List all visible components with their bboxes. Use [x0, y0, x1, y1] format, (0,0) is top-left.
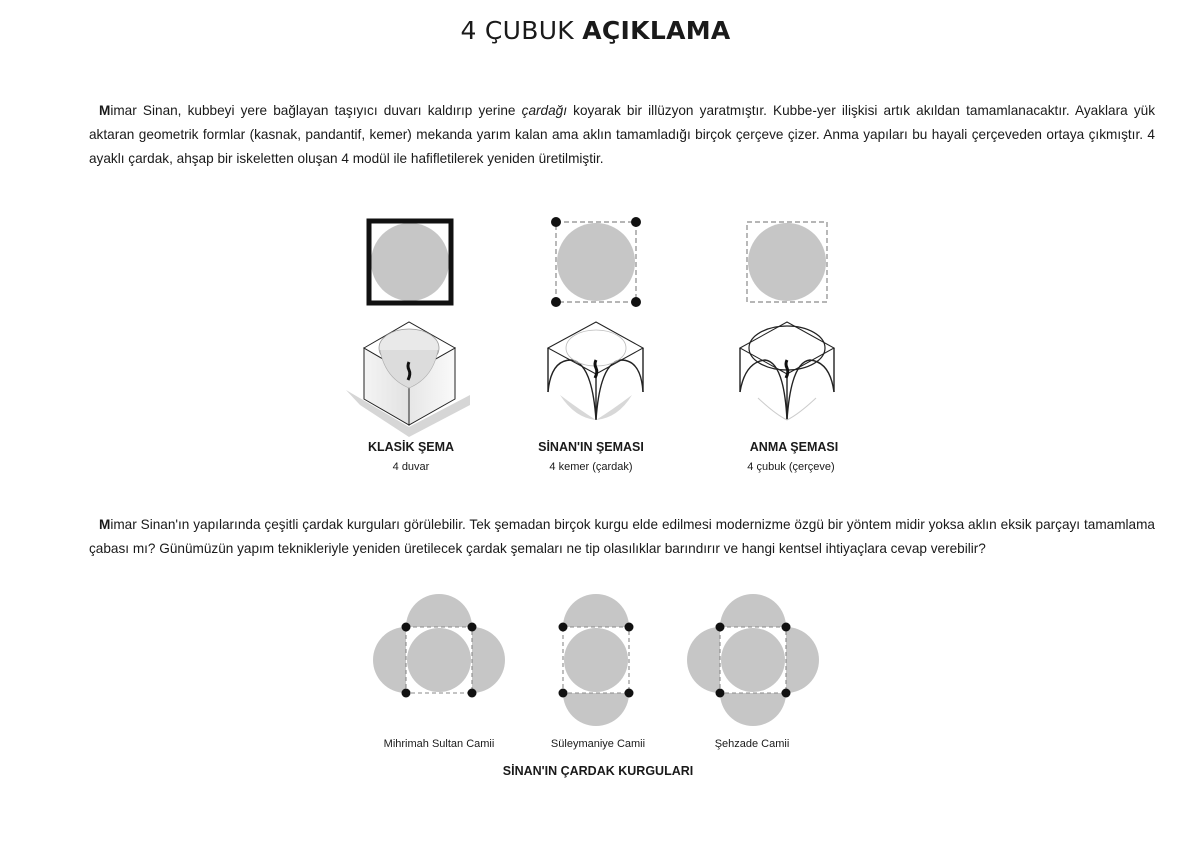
suleymaniye-plan: [559, 594, 634, 726]
classic-plan: [369, 221, 451, 303]
half-dome-left: [373, 627, 406, 693]
scheme-subtitle-sinan: 4 kemer (çardak): [549, 461, 633, 473]
arch-shadow: [560, 395, 596, 420]
pier-dot: [402, 689, 411, 698]
dome-circle: [748, 223, 826, 301]
drop-letter: M: [99, 103, 111, 118]
arch-shadow: [596, 395, 632, 420]
half-dome-top: [720, 594, 786, 627]
scheme-title-anma: ANMA ŞEMASI: [749, 440, 839, 454]
ghost-line: [787, 398, 816, 420]
pier-dot: [551, 297, 561, 307]
pier-dot: [631, 217, 641, 227]
half-dome-bottom: [720, 693, 786, 726]
human-figure-icon: [786, 360, 788, 378]
central-dome: [564, 628, 628, 692]
scheme-subtitle-anma: 4 çubuk (çerçeve): [747, 461, 835, 473]
scheme-subtitle-classic: 4 duvar: [392, 461, 430, 473]
half-dome-right: [786, 627, 819, 693]
pier-dot: [782, 689, 791, 698]
paragraph-text-a: imar Sinan, kubbeyi yere bağlayan taşıyıcı duvarı kaldırıp yerine: [110, 103, 522, 118]
scheme-title-classic: KLASİK ŞEMA: [367, 440, 455, 454]
title-bold: AÇIKLAMA: [582, 16, 731, 45]
pier-dot: [559, 623, 568, 632]
arch: [548, 360, 596, 420]
mosque-label-suleymaniye: Süleymaniye Camii: [550, 738, 646, 750]
drop-letter: M: [99, 517, 111, 532]
classic-isometric: [346, 322, 470, 437]
pier-dot: [402, 623, 411, 632]
ghost-line: [758, 398, 787, 420]
rib: [740, 360, 787, 420]
human-figure-icon: [595, 360, 597, 378]
arch: [596, 360, 643, 420]
paragraph-text: imar Sinan'ın yapılarında çeşitli çardak kurguları görülebilir. Tek şemadan birçok kurgu elde edilmesi modernizme özgü bir yöntem midir yoksa aklın eksik parçayı tamamlama çabası mı? Günümüzün yapım teknikleriyle yeniden üretilecek çardak şemaları ne tip olasılıklar barındırır ve hangi kentsel ihtiyaçlara cevap verebilir?: [89, 517, 1155, 556]
sinan-isometric: [548, 322, 643, 420]
rib: [787, 360, 834, 420]
pier-dot: [625, 689, 634, 698]
pier-dot: [625, 623, 634, 632]
mosque-label-mihrimah: Mihrimah Sultan Camii: [383, 738, 495, 750]
dome-circle: [557, 223, 635, 301]
second-paragraph: [89, 513, 1155, 561]
pier-dot: [468, 689, 477, 698]
scheme-title-sinan: SİNAN'IN ŞEMASI: [538, 440, 644, 454]
anma-plan: [747, 222, 827, 302]
half-dome-top: [563, 594, 629, 627]
half-dome-top: [406, 594, 472, 627]
mosque-label-sehzade: Şehzade Camii: [714, 738, 790, 750]
sehzade-plan: [687, 594, 819, 726]
central-dome: [721, 628, 785, 692]
central-dome: [407, 628, 471, 692]
pier-dot: [716, 623, 725, 632]
pier-dot: [468, 623, 477, 632]
pier-dot: [782, 623, 791, 632]
pier-dot: [631, 297, 641, 307]
mihrimah-plan: [373, 594, 505, 698]
pier-dot: [551, 217, 561, 227]
anma-isometric: [740, 322, 834, 420]
pier-dot: [716, 689, 725, 698]
half-dome-right: [472, 627, 505, 693]
title-light: 4 ÇUBUK: [460, 16, 575, 45]
paragraph-text-b: koyarak bir illüzyon yaratmıştır. Kubbe-yer ilişkisi artık akıldan tamamlanacaktır. Ayaklara yük aktaran geometrik formlar (kasnak, pandantif, kemer) mekanda yarım kalan ama aklın tamamladığı birçok çerçeve çizer. Anma yapıları bu hayali çerçeveden ortaya çıkmıştır. 4 ayaklı çardak, ahşap bir iskeletten oluşan 4 modül ile hafifletilerek yeniden üretilmiştir.: [89, 103, 1156, 166]
sinan-plan: [551, 217, 641, 307]
human-figure-icon: [408, 362, 410, 380]
half-dome-bottom: [563, 693, 629, 726]
dome-circle: [371, 223, 449, 301]
paragraph-emphasis: çardağı: [521, 103, 567, 118]
half-dome-left: [687, 627, 720, 693]
section-caption: SİNAN'IN ÇARDAK KURGULARI: [502, 764, 694, 778]
pier-dot: [559, 689, 568, 698]
